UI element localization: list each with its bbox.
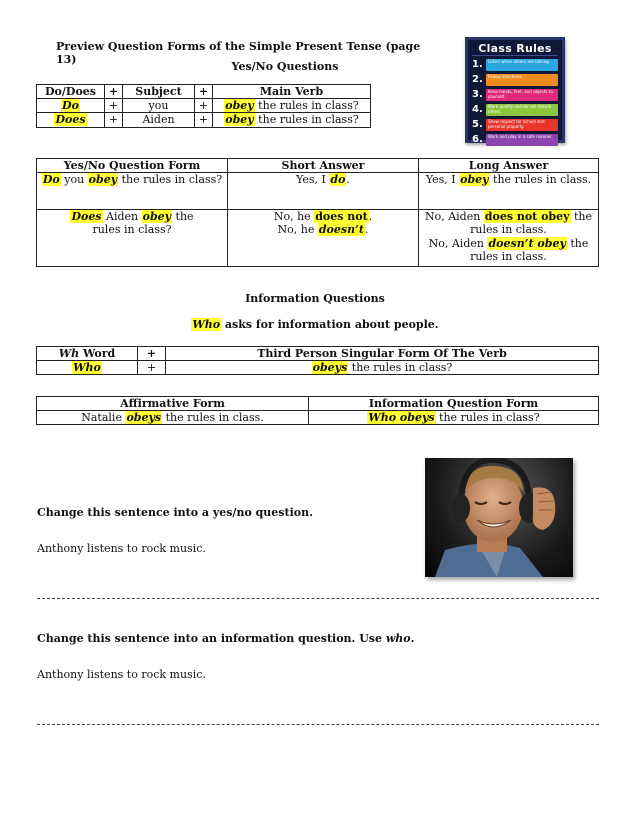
table-header-row — [37, 85, 371, 99]
header-plus: + — [105, 85, 123, 99]
question-cell: Do you obey the rules in class? — [37, 173, 228, 210]
poster-rule-text: Show respect for school and personal property. — [486, 119, 558, 131]
info-subheading: Who asks for information about people. — [192, 318, 439, 331]
poster-rule-number: 5. — [472, 119, 483, 131]
verb-cell: obeys the rules in class? — [166, 361, 599, 375]
man-with-headphones-photo — [425, 458, 573, 577]
plus-cell: + — [195, 99, 213, 113]
header-affirmative: Affirmative Form — [37, 397, 309, 411]
class-rules-poster — [465, 37, 565, 146]
poster-rule-item — [472, 133, 558, 147]
exercise1-sentence: Anthony listens to rock music. — [37, 542, 206, 555]
headphones-photo-illustration — [425, 458, 573, 577]
info-question-cell: Who obeys the rules in class? — [309, 411, 599, 425]
header-question-form: Yes/No Question Form — [37, 159, 228, 173]
verb-cell: obey the rules in class? — [213, 113, 371, 127]
plus-cell: + — [138, 361, 166, 375]
header-do-does: Do/Does — [37, 85, 105, 99]
poster-rule-number: 4. — [472, 104, 483, 116]
table-row — [37, 411, 599, 425]
exercise1-instruction: Change this sentence into a yes/no question. — [37, 506, 313, 519]
aux-cell: Does — [37, 113, 105, 127]
short-answer-cell: Yes, I do. — [228, 173, 419, 210]
table-row — [37, 99, 371, 113]
verb-cell: obey the rules in class? — [213, 99, 371, 113]
subject-cell: Aiden — [123, 113, 195, 127]
header-plus: + — [138, 347, 166, 361]
poster-rule-text: Follow directions. — [486, 74, 558, 86]
poster-rule-item — [472, 58, 558, 72]
page-title: Preview Question Forms of the Simple Present Tense (page 13) — [56, 40, 421, 67]
exercise2-instruction: Change this sentence into an information question. Use who. — [37, 632, 415, 645]
header-wh-word: Wh Word — [37, 347, 138, 361]
plus-cell: + — [105, 99, 123, 113]
poster-rule-item — [472, 88, 558, 102]
poster-rule-number: 6. — [472, 134, 483, 146]
table-row — [37, 361, 599, 375]
subject-cell: you — [123, 99, 195, 113]
exercise2-sentence: Anthony listens to rock music. — [37, 668, 206, 681]
poster-rule-item — [472, 103, 558, 117]
header-main-verb: Main Verb — [213, 85, 371, 99]
poster-rule-number: 3. — [472, 89, 483, 101]
poster-rule-number: 1. — [472, 59, 483, 71]
poster-title: Class Rules — [472, 42, 558, 56]
table-header-row — [37, 159, 599, 173]
answers-table — [36, 158, 599, 267]
exercise2-answer-line[interactable] — [37, 724, 599, 725]
affirmative-vs-question-table — [36, 396, 599, 425]
info-heading: Information Questions — [245, 292, 385, 305]
poster-rule-text: Work and play in a safe manner. — [486, 134, 558, 146]
header-plus: + — [195, 85, 213, 99]
poster-rule-text: Work quietly and do not disturb others. — [486, 104, 558, 116]
header-info-question: Information Question Form — [309, 397, 599, 411]
table-header-row — [37, 397, 599, 411]
who-formula-table — [36, 346, 599, 375]
question-cell: Does Aiden obey the rules in class? — [37, 210, 228, 267]
table-row — [37, 210, 599, 267]
aux-cell: Do — [37, 99, 105, 113]
poster-rules-list — [472, 58, 558, 147]
poster-rule-text: Listen when others are talking. — [486, 59, 558, 71]
exercise1-answer-line[interactable] — [37, 598, 599, 599]
plus-cell: + — [105, 113, 123, 127]
table-row — [37, 113, 371, 127]
yes-no-heading: Yes/No Questions — [231, 60, 339, 73]
who-cell: Who — [37, 361, 138, 375]
affirmative-cell: Natalie obeys the rules in class. — [37, 411, 309, 425]
poster-rule-item — [472, 118, 558, 132]
header-subject: Subject — [123, 85, 195, 99]
poster-rule-text: Keep hands, feet, and objects to yourself. — [486, 89, 558, 101]
header-short-answer: Short Answer — [228, 159, 419, 173]
table-header-row — [37, 347, 599, 361]
header-third-person-verb: Third Person Singular Form Of The Verb — [166, 347, 599, 361]
poster-rule-number: 2. — [472, 74, 483, 86]
plus-cell: + — [195, 113, 213, 127]
poster-rule-item — [472, 73, 558, 87]
long-answer-cell: Yes, I obey the rules in class. — [419, 173, 599, 210]
long-answer-cell: No, Aiden does not obey the rules in class. No, Aiden doesn’t obey the rules in class. — [419, 210, 599, 267]
yes-no-formula-table — [36, 84, 371, 128]
header-long-answer: Long Answer — [419, 159, 599, 173]
table-row — [37, 173, 599, 210]
short-answer-cell: No, he does not. No, he doesn’t. — [228, 210, 419, 267]
